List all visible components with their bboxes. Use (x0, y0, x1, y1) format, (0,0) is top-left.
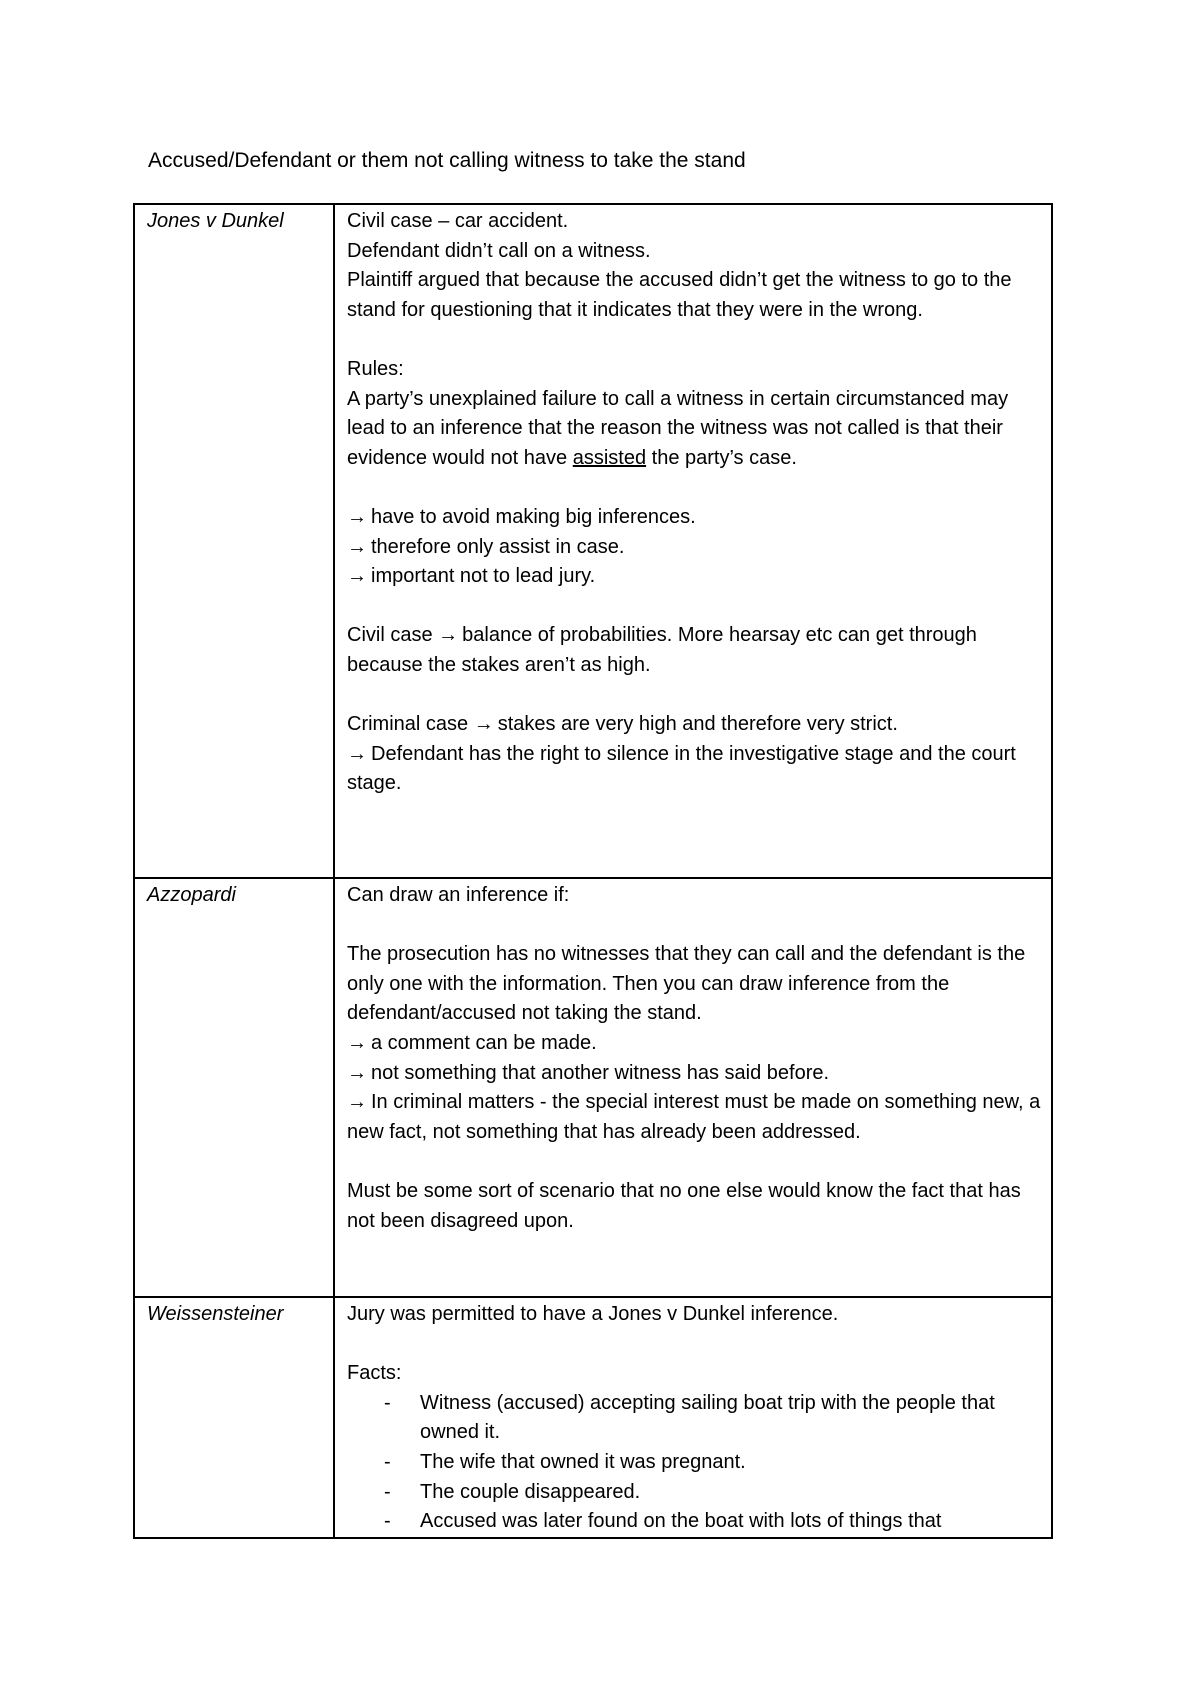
table-row (134, 878, 1052, 1297)
case-notes-cell (334, 204, 1052, 878)
cases-table (133, 203, 1053, 1539)
rule-text-after: the party’s case. (651, 446, 797, 469)
intro-line: Jury was permitted to have a Jones v Dunkel inference. (347, 1303, 839, 1325)
arrow-point: → not something that another witness has said before. (347, 1059, 1041, 1089)
arrow-icon: → (347, 1061, 367, 1084)
arrow-point: → In criminal matters - the special interest must be made on something new, a new fact, not something that has already been addressed. (347, 1088, 1041, 1147)
arrow-icon: → (347, 1031, 367, 1054)
paragraph: The prosecution has no witnesses that they can call and the defendant is the only one with the information. Then you can draw inference from the defendant/accused not taking the stand. (347, 943, 1026, 1025)
arrow-point: → therefore only assist in case. (347, 533, 1041, 563)
dash-icon: - (384, 1480, 391, 1503)
arrow-icon: → (347, 505, 367, 528)
closing-line: Must be some sort of scenario that no one else would know the fact that has not been disagreed upon. (347, 1179, 1021, 1232)
arrow-icon: → (347, 742, 367, 765)
summary-line: Civil case – car accident. (347, 210, 569, 232)
case-notes-cell (334, 878, 1052, 1297)
list-item: - Witness (accused) accepting sailing boat trip with the people that owned it. (347, 1389, 1041, 1448)
dash-icon: - (384, 1391, 391, 1414)
table-row (134, 1297, 1052, 1538)
list-item: - Accused was later found on the boat with lots of things that (347, 1507, 1041, 1537)
case-name-cell (134, 878, 334, 1297)
arrow-icon: → (473, 713, 494, 736)
list-item: - The wife that owned it was pregnant. (347, 1448, 1041, 1478)
case-name: Jones v Dunkel (147, 210, 284, 232)
rules-heading: Rules: (347, 357, 404, 380)
arrow-icon: → (347, 1091, 367, 1114)
dash-icon: - (384, 1510, 391, 1533)
rule-text-before: A party’s unexplained failure to call a witness in certain circumstanced may lead to an inference that the reason the witness was not called is that their evidence would not have (347, 387, 1009, 469)
criminal-case-note: Criminal case → stakes are very high and therefore very strict. (347, 710, 1041, 740)
rule-text (347, 385, 1041, 474)
case-name-cell (134, 1297, 334, 1538)
arrow-icon: → (438, 624, 459, 647)
arrow-point: → Defendant has the right to silence in the investigative stage and the court stage. (347, 740, 1041, 799)
case-name: Weissensteiner (147, 1303, 284, 1325)
list-item: - The couple disappeared. (347, 1478, 1041, 1508)
facts-list (347, 1389, 1041, 1537)
arrow-point: → important not to lead jury. (347, 562, 1041, 592)
arrow-point: → a comment can be made. (347, 1029, 1041, 1059)
summary-line: Plaintiff argued that because the accused didn’t get the witness to go to the stand for questioning that it indicates that they were in the wrong. (347, 269, 1012, 321)
arrow-icon: → (347, 565, 367, 588)
case-name: Azzopardi (147, 884, 236, 906)
page-title: Accused/Defendant or them not calling witness to take the stand (148, 149, 746, 172)
facts-heading: Facts: (347, 1362, 402, 1385)
arrow-point: → have to avoid making big inferences. (347, 503, 1041, 533)
summary-line: Defendant didn’t call on a witness. (347, 239, 651, 262)
rule-underlined-word: assisted (572, 446, 647, 469)
intro-line: Can draw an inference if: (347, 884, 570, 906)
case-notes-cell (334, 1297, 1052, 1538)
civil-case-note: Civil case → balance of probabilities. More hearsay etc can get through because the stakes aren’t as high. (347, 621, 1041, 680)
case-name-cell (134, 204, 334, 878)
dash-icon: - (384, 1450, 391, 1473)
arrow-icon: → (347, 535, 367, 558)
table-row (134, 204, 1052, 878)
